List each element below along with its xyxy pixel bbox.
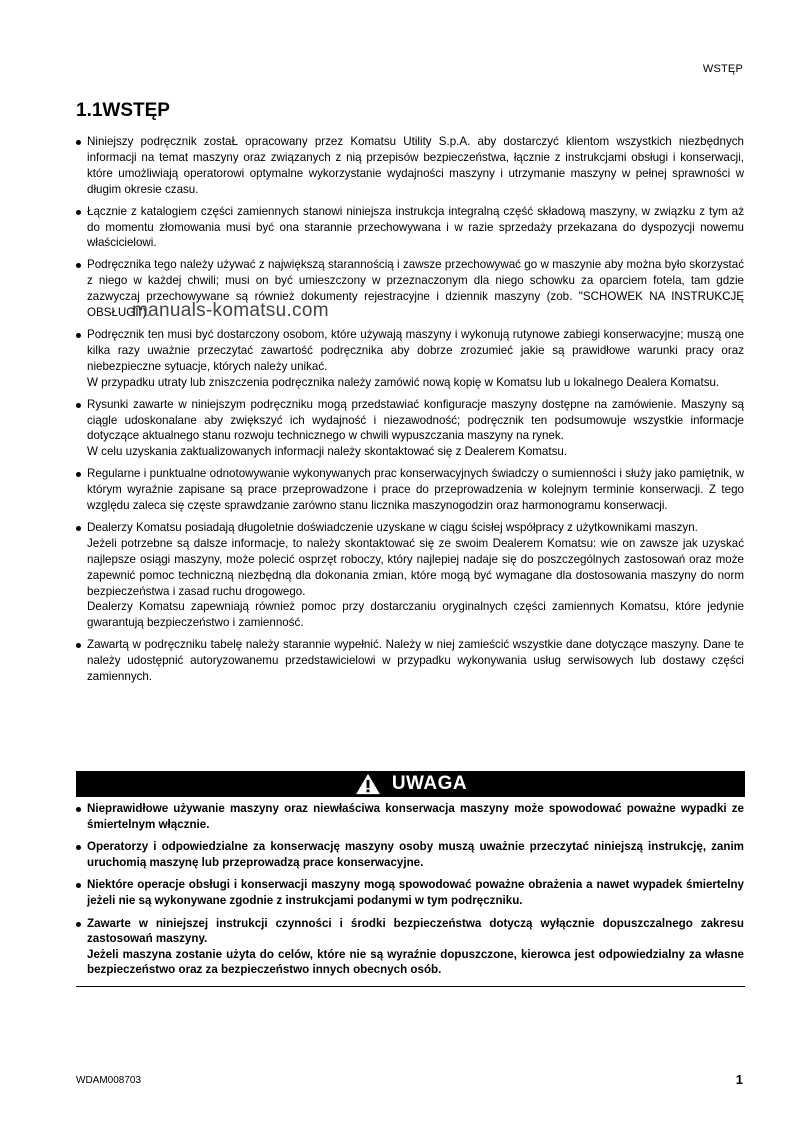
bullet-item (76, 327, 744, 391)
bullet-dot-icon (76, 140, 81, 145)
bullet-dot-icon (76, 263, 81, 268)
bullet-text: Operatorzy i odpowiedzialne za konserwację maszyny osoby muszą uważnie przeczytać niniejszą instrukcję, zanim uruchomią maszynę lub przeprowadzą prace konserwacyjne. (87, 840, 744, 869)
warning-label: UWAGA (391, 773, 468, 794)
bullet-dot-icon (76, 333, 81, 338)
warning-bullet-list (76, 801, 744, 985)
bullet-item (76, 397, 744, 461)
bullet-text: Zawarte w niniejszej instrukcji czynności i środki bezpieczeństwa dotyczą wyłącznie dopuszczalnego zakresu zastosowań maszyny. (87, 916, 744, 946)
bullet-item (76, 466, 744, 514)
warning-triangle-icon (354, 773, 382, 795)
bullet-item (76, 134, 744, 198)
bullet-text: Nieprawidłowe używanie maszyny oraz niewłaściwa konserwacja maszyny może spowodować poważne wypadki ze śmiertelnym włącznie. (87, 802, 744, 831)
bullet-text: Regularne i punktualne odnotowywanie wykonywanych prac konserwacyjnych świadczy o sumienności i służy jako pamiętnik, w którym wyraźnie zapisane są prace przeprowadzone i prace do przeprowadzenia w kolejnym terminie konserwacji. Z tego względu zaleca się częste sprawdzanie zarówno stanu licznika maszynogodzin oraz harmonogramu konserwacji. (87, 467, 744, 513)
watermark: manuals-komatsu.com (132, 300, 329, 321)
bullet-dot-icon (76, 472, 81, 477)
bullet-item (76, 637, 744, 685)
running-header: WSTĘP (702, 63, 743, 75)
bullet-item (76, 204, 744, 252)
bullet-dot-icon (76, 922, 81, 927)
bullet-text: W celu uzyskania zaktualizowanych informacji należy skontaktować się z Dealerem Komatsu. (87, 445, 568, 459)
bullet-text: Rysunki zawarte w niniejszym podręczniku mogą przedstawiać konfiguracje maszyny dostępne na zamówienie. Maszyny są ciągle udoskonalane aby zwiększyć ich wydajność i niezawodność; podręcznik ten podsumowuje wszystkie informacje dotyczące aktualnego stanu rozwoju technicznego w chwili wypuszczania maszyny na rynek. (87, 397, 744, 443)
bullet-dot-icon (76, 845, 81, 850)
intro-bullet-list (76, 134, 744, 691)
bullet-dot-icon (76, 210, 81, 215)
bullet-text: Jeżeli maszyna zostanie użyta do celów, które nie są wyraźnie dopuszczone, kierowca jest odpowiedzialny za własne bezpieczeństwo oraz za bezpieczeństwo innych obecnych osób. (87, 947, 744, 977)
bullet-dot-icon (76, 643, 81, 648)
warning-banner (76, 771, 745, 797)
bullet-dot-icon (76, 403, 81, 408)
bullet-text: Łącznie z katalogiem części zamiennych stanowi niniejsza instrukcja integralną część składową maszyny, w związku z tym aż do momentu złomowania musi być ona starannie przechowywana i w razie sprzedaży przekazana do dyspozycji nowemu właścicielowi. (87, 204, 744, 250)
bullet-text: Zawartą w podręczniku tabelę należy starannie wypełnić. Należy w niej zamieścić wszystkie dane dotyczące maszyny. Dane te należy udostępnić autoryzowanemu przedstawicielowi w przypadku wykonywania usług serwisowych lub dostawy części zamiennych. (87, 638, 744, 684)
section-title: 1.1WSTĘP (76, 100, 170, 121)
bullet-item (76, 801, 744, 832)
bullet-dot-icon (76, 807, 81, 812)
page-number: 1 (735, 1072, 743, 1087)
bullet-text: Podręcznik ten musi być dostarczony osobom, które używają maszyny i wykonują rutynowe zabiegi konserwacyjne; muszą one kilka razy uważnie przeczytać zawartość podręcznika aby dobrze zrozumieć jakie są prawidłowe warunki pracy oraz niebezpieczne sytuacje, których należy unikać. (87, 327, 744, 373)
bullet-text: Jeżeli potrzebne są dalsze informacje, to należy skontaktować się ze swoim Dealerem Komatsu: wie on zawsze jak uzyskać najlepsze osiągi maszyny, może polecić osprzęt roboczy, który najlepiej nadaje się do poszczególnych zastosowań oraz może zapewnić pomoc techniczną niezbędną dla dokonania zmian, które mogą być wymagane dla dostosowania maszyny do norm bezpieczeństwa i zasad ruchu drogowego. (87, 536, 744, 598)
document-code: WDAM008703 (76, 1075, 142, 1086)
bullet-text: Dealerzy Komatsu posiadają długoletnie doświadczenie uzyskane w ciągu ścisłej współpracy z użytkownikami maszyn. (87, 520, 698, 534)
divider-line (76, 986, 745, 987)
bullet-dot-icon (76, 526, 81, 531)
bullet-text: Niniejszy podręcznik zostaŁ opracowany przez Komatsu Utility S.p.A. aby dostarczyć klientom wszystkich niezbędnych informacji na temat maszyny oraz związanych z nią przepisów bezpieczeństwa, łącznie z instrukcjami obsługi i konserwacji, które umożliwiają operatorowi optymalne wykorzystanie wydajności maszyny i utrzymanie maszyny w pełnej sprawności w długim okresie czasu. (87, 135, 744, 196)
bullet-item (76, 839, 744, 870)
bullet-item (76, 916, 744, 978)
bullet-text: Dealerzy Komatsu zapewniają również pomoc przy dostarczaniu oryginalnych części zamiennych Komatsu, które jedynie gwarantują bezpieczeństwo i zamienność. (87, 600, 744, 630)
bullet-item (76, 877, 744, 908)
bullet-text: Podręcznika tego należy używać z największą starannością i zawsze przechowywać go w maszynie aby można było skorzystać z niego w każdej chwili; musi on być umieszczony w przeznaczonym dla niego schowku za oparciem fotela, tam gdzie zazwyczaj przechowywane są również dokumenty rejestracyjne i dziennik maszyny (zob. "SCHOWEK NA INSTRUKCJĘ OBSŁUGI"). (87, 258, 744, 320)
bullet-text: W przypadku utraty lub zniszczenia podręcznika należy zamówić nową kopię w Komatsu lub u lokalnego Dealera Komatsu. (87, 375, 720, 389)
bullet-dot-icon (76, 883, 81, 888)
bullet-text: Niektóre operacje obsługi i konserwacji maszyny mogą spowodować poważne obrażenia a nawet wypadek śmiertelny jeżeli nie są wykonywane zgodnie z instrukcjami podanymi w tym podręczniku. (87, 878, 744, 907)
bullet-item (76, 520, 744, 631)
